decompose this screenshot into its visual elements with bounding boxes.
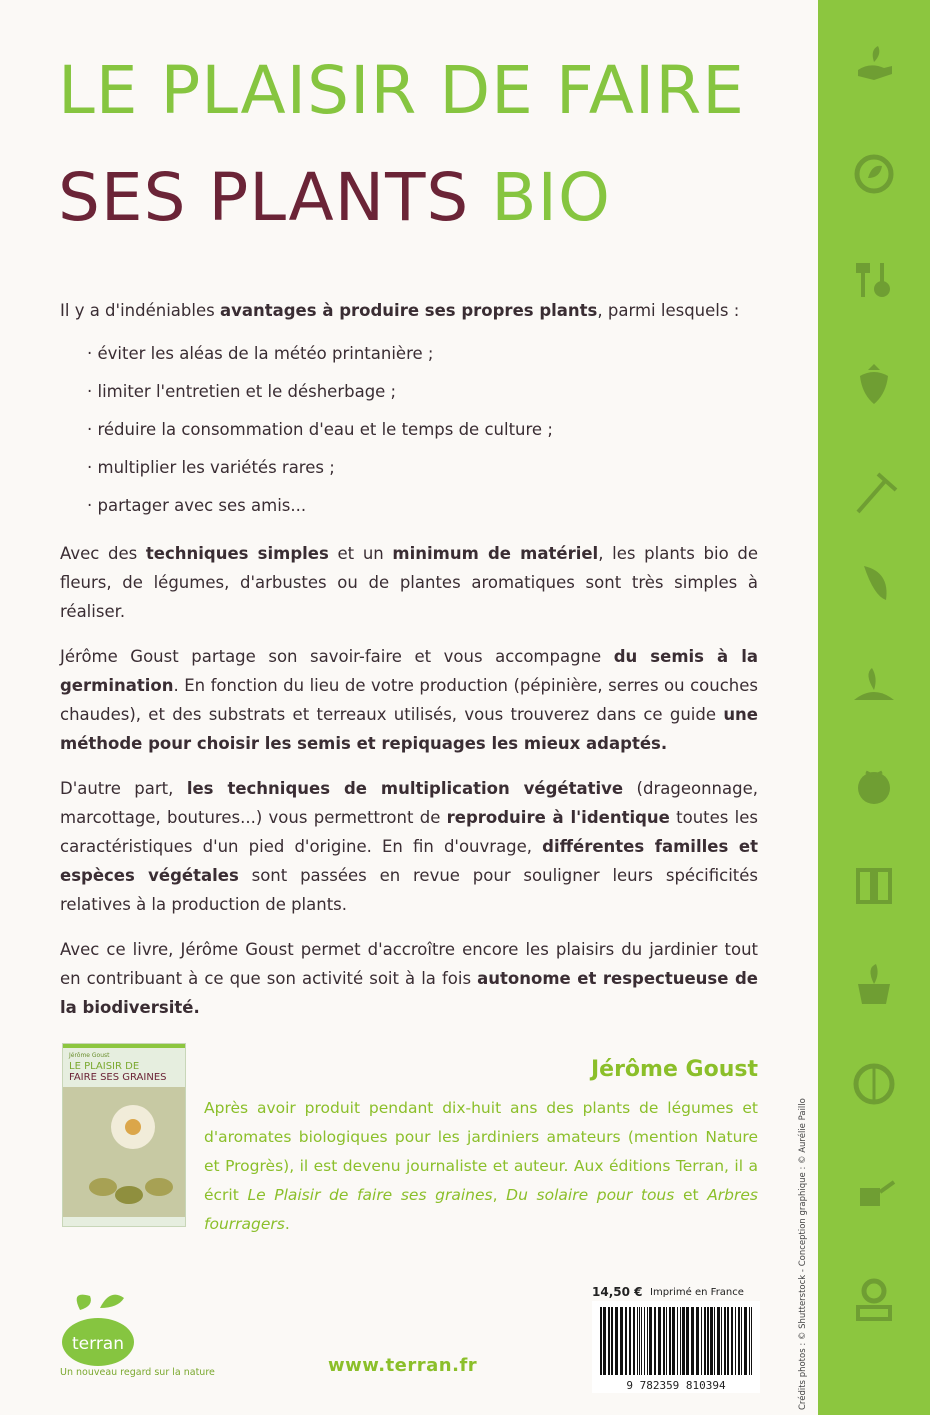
watering-can-icon	[850, 1170, 898, 1218]
barcode-bar	[704, 1307, 706, 1375]
title-line-1: LE PLAISIR DE FAIRE	[58, 52, 745, 129]
gloves-icon	[850, 860, 898, 908]
author-bio: Après avoir produit pendant dix-huit ans des plants de légumes et d'aromates biologiques pour les jardiniers amateurs (mention Nature et Progrès), il est devenu journaliste et auteur. Aux éditions Terran, il a écrit Le Plaisir de faire ses graines, Du solaire pour tous et Arbres fourragers.	[204, 1099, 758, 1233]
barcode-bar	[658, 1307, 661, 1375]
strawberry-icon	[850, 360, 898, 408]
title-line-2-accent: BIO	[491, 159, 611, 236]
paragraph-multiplication: D'autre part, les techniques de multiplication végétative (drageonnage, marcottage, boutures...) vous permettront de reproduire à l'identique toutes les caractéristiques d'un pied d'origine. En fin d'ouvrage, différentes familles et espèces végétales sont passées en revue pour souligner leurs spécificités relatives à la production de plants.	[60, 779, 758, 914]
flower-trellis-icon	[850, 1275, 898, 1323]
barcode-bar	[663, 1307, 665, 1375]
related-book-author: Jérôme Goust	[69, 1052, 110, 1059]
publisher-url[interactable]: www.terran.fr	[328, 1355, 478, 1376]
advantages-list	[87, 335, 758, 525]
barcode-bar	[625, 1307, 627, 1375]
barcode-bar	[744, 1307, 747, 1375]
barcode-bar	[686, 1307, 689, 1375]
barcode-bar	[608, 1307, 610, 1375]
barcode-bar	[735, 1307, 736, 1375]
barcode-bar	[717, 1307, 720, 1375]
tomato-icon	[850, 760, 898, 808]
barcode-bar	[721, 1307, 722, 1375]
barcode-bar	[633, 1307, 635, 1375]
barcode-bar	[615, 1307, 618, 1375]
barcode-bar	[680, 1307, 681, 1375]
barcode-bar	[629, 1307, 631, 1375]
related-book-cover	[62, 1043, 186, 1227]
barcode-bar	[641, 1307, 642, 1375]
barcode-bar	[649, 1307, 652, 1375]
barcode-bar	[714, 1307, 715, 1375]
garden-tools-icon	[850, 255, 898, 303]
intro-paragraph	[60, 296, 758, 325]
body-text	[60, 296, 758, 1038]
photo-credits: Crédits photos : © Shutterstock - Conception graphique : © Aurélie Paillo	[798, 1098, 808, 1410]
barcode-bar	[639, 1307, 640, 1375]
list-item: · éviter les aléas de la météo printanière ;	[87, 344, 434, 363]
list-item: · multiplier les variétés rares ;	[87, 458, 335, 477]
rake-icon	[850, 470, 898, 518]
barcode-bar	[724, 1307, 726, 1375]
barcode-bar	[738, 1307, 740, 1375]
terran-logo	[60, 1290, 170, 1370]
list-item: · limiter l'entretien et le désherbage ;	[87, 382, 397, 401]
barcode-bar	[741, 1307, 742, 1375]
barcode-bar	[603, 1307, 606, 1375]
list-item: · réduire la consommation d'eau et le temps de culture ;	[87, 420, 553, 439]
list-item: · partager avec ses amis...	[87, 496, 307, 515]
hand-plant-icon	[850, 40, 898, 88]
barcode-bar	[727, 1307, 729, 1375]
barcode-bar	[707, 1307, 709, 1375]
barcode-bar	[701, 1307, 702, 1375]
intro-end: , parmi lesquels :	[597, 301, 740, 320]
publisher-name: terran	[72, 1334, 124, 1354]
barcode-bar	[751, 1307, 752, 1375]
intro-text: Il y a d'indéniables	[60, 301, 220, 320]
pea-pod-icon	[850, 560, 898, 608]
isbn-number: 9 782359 810394	[626, 1379, 726, 1392]
barcode-bar	[620, 1307, 623, 1375]
barcode-bar	[696, 1307, 699, 1375]
seedling-pot-icon	[850, 960, 898, 1008]
barcode-bar	[677, 1307, 678, 1375]
publisher-tagline: Un nouveau regard sur la nature	[60, 1367, 215, 1378]
barcode	[592, 1301, 760, 1393]
title-line-2-main: SES PLANTS	[58, 159, 492, 236]
barcode-bar	[654, 1307, 656, 1375]
related-book-title-1: LE PLAISIR DE	[69, 1061, 140, 1072]
intro-bold: avantages à produire ses propres plants	[219, 301, 598, 320]
paragraph-conclusion: Avec ce livre, Jérôme Goust permet d'accroître encore les plaisirs du jardinier tout en contribuant à ce que son activité soit à la fois autonome et respectueuse de la biodiversité.	[60, 940, 758, 1017]
barcode-bar	[666, 1307, 667, 1375]
barcode-bar	[637, 1307, 638, 1375]
title-line-2	[58, 159, 611, 236]
barcode-bar	[669, 1307, 671, 1375]
barcode-bar	[644, 1307, 645, 1375]
recycle-leaf-icon	[850, 150, 898, 198]
paragraph-author: Jérôme Goust partage son savoir-faire et vous accompagne du semis à la germination. En fonction du lieu de votre production (pépinière, serres ou couches chaudes), et des substrats et terreaux utilisés, vous trouverez dans ce guide une méthode pour choisir les semis et repiquages les mieux adaptés.	[60, 647, 758, 753]
printed-in: Imprimé en France	[650, 1287, 744, 1298]
barcode-bar	[731, 1307, 733, 1375]
barcode-bar	[691, 1307, 694, 1375]
barcode-bar	[672, 1307, 675, 1375]
dandelion-seeds-image	[63, 1087, 185, 1217]
barcode-bar	[647, 1307, 648, 1375]
barcode-bar	[611, 1307, 613, 1375]
barcode-bar	[682, 1307, 685, 1375]
barcode-bar	[749, 1307, 750, 1375]
watermelon-icon	[850, 1060, 898, 1108]
related-book-title-2: FAIRE SES GRAINES	[69, 1072, 167, 1083]
sprout-soil-icon	[850, 660, 898, 708]
price: 14,50 €	[592, 1285, 643, 1299]
barcode-bar	[710, 1307, 713, 1375]
barcode-bar	[600, 1307, 602, 1375]
author-name: Jérôme Goust	[590, 1057, 758, 1082]
green-sidebar	[818, 0, 930, 1415]
paragraph-techniques: Avec des techniques simples et un minimum de matériel, les plants bio de fleurs, de légumes, d'arbustes ou de plantes aromatiques sont très simples à réaliser.	[60, 544, 758, 621]
